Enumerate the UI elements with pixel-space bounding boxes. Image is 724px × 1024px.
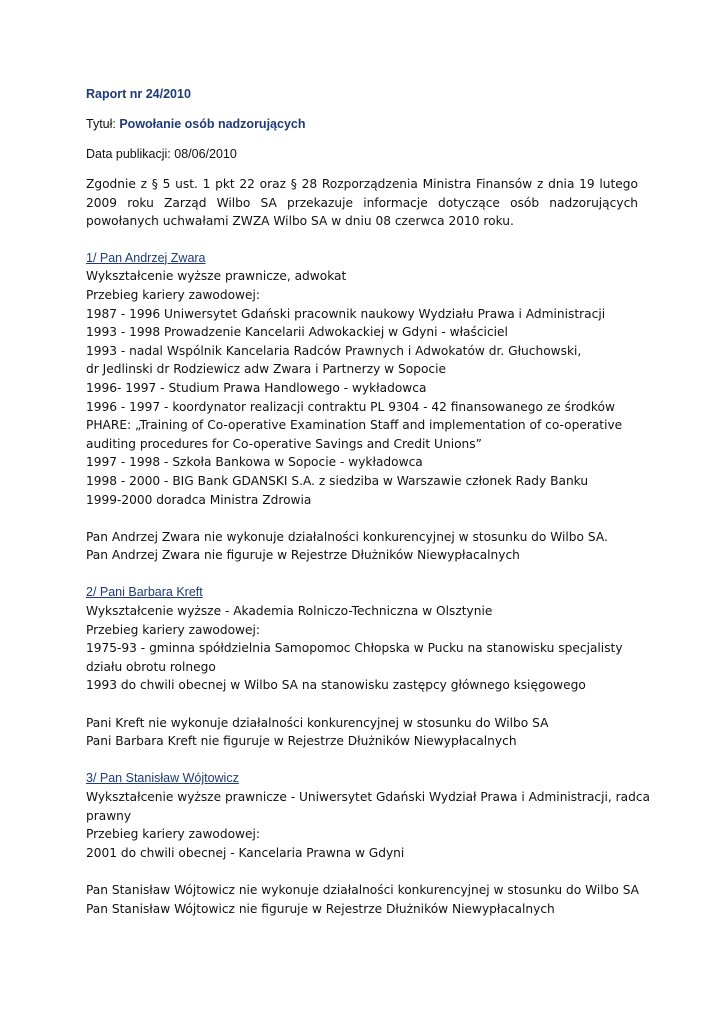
detail-line: Wykształcenie wyższe prawnicze - Uniwersytet Gdański Wydział Prawa i Administracji, radca	[86, 790, 651, 804]
detail-line: 2001 do chwili obecnej - Kancelaria Prawna w Gdyni	[86, 845, 405, 860]
statement-line: Pan Stanisław Wójtowicz nie figuruje w Rejestrze Dłużników Niewypłacalnych	[86, 901, 555, 916]
person-details	[86, 788, 651, 862]
detail-line: 1998 - 2000 - BIG Bank GDANSKI S.A. z siedziba w Warszawie członek Rady Banku	[86, 473, 589, 488]
report-title-line	[86, 116, 638, 133]
person-statements	[86, 528, 638, 565]
detail-line: auditing procedures for Co-operative Savings and Credit Unions”	[86, 436, 482, 451]
title-value: Powołanie osób nadzorujących	[119, 117, 306, 131]
statement-line: Pan Andrzej Zwara nie figuruje w Rejestrze Dłużników Niewypłacalnych	[86, 548, 520, 563]
detail-line: 1996 - 1997 - koordynator realizacji contraktu PL 9304 - 42 finansowanego ze środków	[86, 399, 615, 414]
detail-line: dr Jedlinski dr Rodziewicz adw Zwara i Partnerzy w Sopocie	[86, 362, 446, 377]
person-statements	[86, 881, 638, 918]
person-section	[86, 583, 638, 750]
person-details	[86, 602, 638, 695]
person-details	[86, 267, 638, 509]
detail-line: Przebieg kariery zawodowej:	[86, 827, 261, 842]
detail-line: 1993 - nadal Wspólnik Kancelaria Radców Prawnych i Adwokatów dr. Głuchowski,	[86, 343, 582, 358]
detail-line: 1975-93 - gminna spółdzielnia Samopomoc Chłopska w Pucku na stanowisku specjalisty	[86, 641, 623, 656]
statement-line: Pan Stanisław Wójtowicz nie wykonuje działalności konkurencyjnej w stosunku do Wilbo SA	[86, 882, 640, 897]
person-heading: 1/ Pan Andrzej Zwara	[86, 250, 206, 265]
detail-line: 1993 do chwili obecnej w Wilbo SA na stanowisku zastępcy głównego księgowego	[86, 678, 586, 693]
person-heading: 3/ Pan Stanisław Wójtowicz	[86, 771, 239, 786]
statement-line: Pan Andrzej Zwara nie wykonuje działalności konkurencyjnej w stosunku do Wilbo SA.	[86, 529, 608, 544]
detail-line: PHARE: „Training of Co-operative Examination Staff and implementation of co-operative	[86, 418, 623, 433]
detail-line: Przebieg kariery zawodowej:	[86, 287, 261, 302]
detail-line: 1993 - 1998 Prowadzenie Kancelarii Adwokackiej w Gdyni - właściciel	[86, 325, 508, 340]
detail-line: 1999-2000 doradca Ministra Zdrowia	[86, 492, 312, 507]
report-page	[86, 86, 651, 918]
title-label: Tytuł:	[86, 117, 120, 131]
person-statements	[86, 714, 638, 751]
person-section	[86, 769, 651, 918]
detail-line: 1996- 1997 - Studium Prawa Handlowego - wykładowca	[86, 380, 427, 395]
detail-line: Przebieg kariery zawodowej:	[86, 622, 261, 637]
statement-line: Pani Barbara Kreft nie figuruje w Rejestrze Dłużników Niewypłacalnych	[86, 734, 517, 749]
detail-line: Wykształcenie wyższe - Akademia Rolniczo-Techniczna w Olsztynie	[86, 604, 493, 619]
intro-paragraph: Zgodnie z § 5 ust. 1 pkt 22 oraz § 28 Rozporządzenia Ministra Finansów z dnia 19 lutego 2009 roku Zarząd Wilbo SA przekazuje informacje dotyczące osób nadzorujących powołanych uchwałami ZWZA Wilbo SA w dniu 08 czerwca 2010 roku.	[86, 177, 638, 229]
statement-line: Pani Kreft nie wykonuje działalności konkurencyjnej w stosunku do Wilbo SA	[86, 715, 549, 730]
detail-line: 1997 - 1998 - Szkoła Bankowa w Sopocie - wykładowca	[86, 455, 423, 470]
detail-line: Wykształcenie wyższe prawnicze, adwokat	[86, 269, 347, 284]
report-number: Raport nr 24/2010	[86, 87, 191, 101]
detail-line: działu obrotu rolnego	[86, 659, 216, 674]
detail-line: prawny	[86, 808, 132, 823]
publication-date: Data publikacji: 08/06/2010	[86, 147, 237, 161]
person-heading: 2/ Pani Barbara Kreft	[86, 585, 203, 600]
detail-line: 1987 - 1996 Uniwersytet Gdański pracownik naukowy Wydziału Prawa i Administracji	[86, 306, 606, 321]
person-section	[86, 249, 638, 565]
